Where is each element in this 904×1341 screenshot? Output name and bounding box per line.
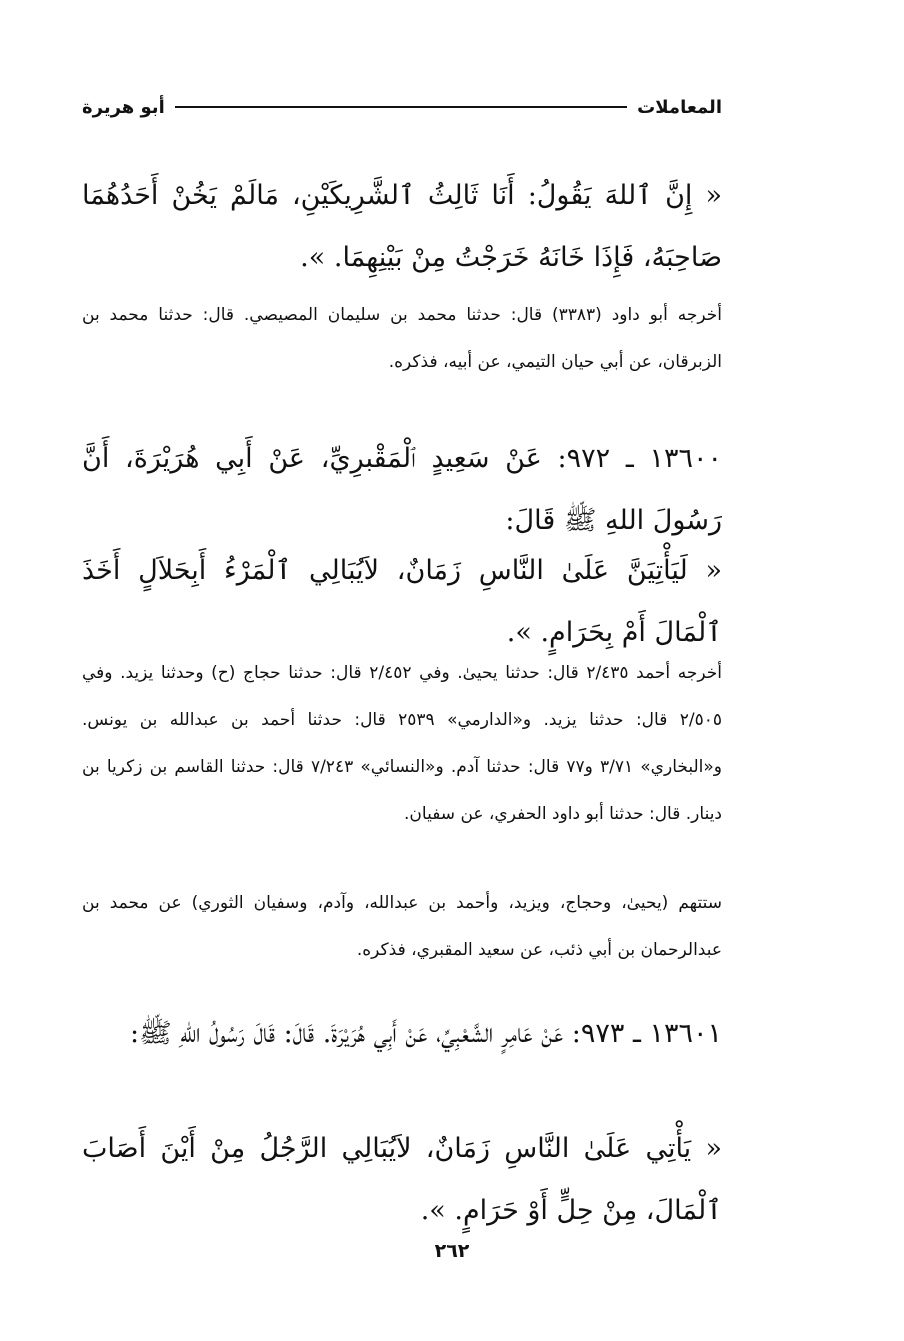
hadith-matn-13600: « لَيَأْتِيَنَّ عَلَىٰ النَّاسِ زَمَانٌ، لاَيُبَالِي ٱلْمَرْءُ أَبِحَلاَلٍ أَخَذَ ٱلْمَالَ أَمْ بِحَرَامٍ. ». — [82, 555, 722, 648]
hadith-matn-13601: « يَأْتِي عَلَىٰ النَّاسِ زَمَانٌ، لاَيُبَالِي الرَّجُلُ مِنْ أَيْنَ أَصَابَ ٱلْمَالَ، مِنْ حِلٍّ أَوْ حَرَامٍ. ». — [82, 1133, 722, 1226]
hadith-heading-13600: ١٣٦٠٠ ـ ٩٧٢: عَنْ سَعِيدٍ ٱلْمَقْبرِيِّ، عَنْ أَبِي هُرَيْرَةَ، أَنَّ رَسُولَ اللهِ ﷺ قَالَ: — [82, 443, 722, 536]
narrator-title: أبو هريرة — [82, 96, 165, 118]
hadith-matn-1: « إِنَّ ٱللهَ يَقُولُ: أَنَا ثَالِثُ ٱلشَّرِيكَيْنِ، مَالَمْ يَخُنْ أَحَدُهُمَا صَاحِبَهُ، فَإِذَا خَانَهُ خَرَجْتُ مِنْ بَيْنِهِمَا. ». — [82, 180, 722, 273]
takhrij-13600-b: ستتهم (يحيىٰ، وحجاج، ويزيد، وأحمد بن عبدالله، وآدم، وسفيان الثوري) عن محمد بن عبدالرحمان بن أبي ذئب، عن سعيد المقبري، فذكره. — [82, 893, 722, 960]
header-rule — [175, 106, 627, 108]
chapter-title: المعاملات — [637, 96, 722, 118]
hadith-heading-13601: ١٣٦٠١ ـ ٩٧٣: عَنْ عَامِرٍ الشَّعْبِيِّ، عَنْ أَبِي هُرَيْرَةَ. قَالَ: قَالَ رَسُولُ اللهِ ﷺ: — [129, 1018, 722, 1049]
takhrij-1: أخرجه أبو داود (٣٣٨٣) قال: حدثنا محمد بن سليمان المصيصي. قال: حدثنا محمد بن الزبرقان، عن أبي حيان التيمي، عن أبيه، فذكره. — [82, 305, 723, 372]
running-head — [82, 90, 722, 124]
page-number: ٢٦٢ — [434, 1240, 470, 1262]
takhrij-13600-a: أخرجه أحمد ٢/٤٣٥ قال: حدثنا يحيىٰ. وفي ٢/٤٥٢ قال: حدثنا حجاج (ح) وحدثنا يزيد. وفي ٢/٥٠٥ قال: حدثنا يزيد. و«الدارمي» ٢٥٣٩ قال: حدثنا أحمد بن عبدالله بن يونس. و«البخاري» ٣/٧١ و٧٧ قال: حدثنا آدم. و«النسائي» ٧/٢٤٣ قال: حدثنا القاسم بن زكريا بن دينار. قال: حدثنا أبو داود الحفري، عن سفيان. — [82, 663, 722, 824]
